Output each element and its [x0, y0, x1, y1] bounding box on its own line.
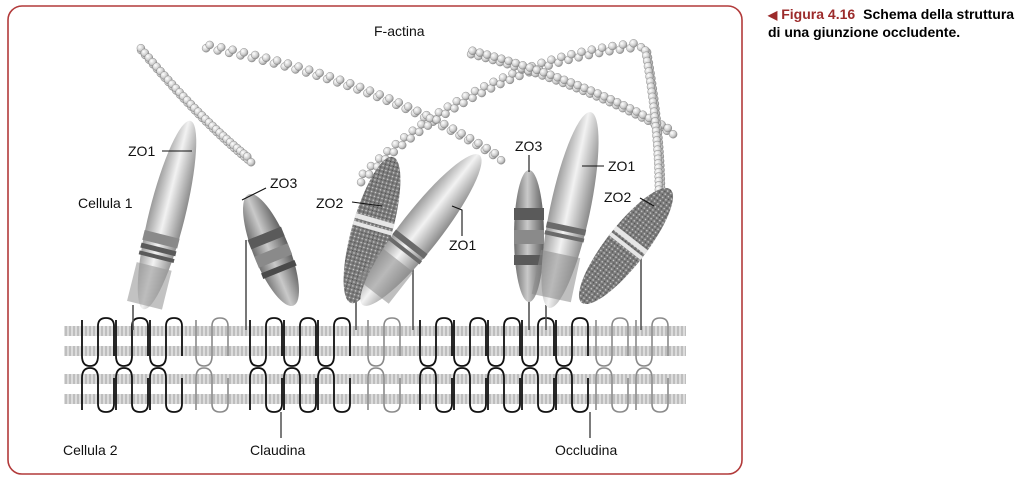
label-zo1-a: ZO1 [128, 143, 156, 159]
label-f-actina: F-actina [374, 23, 425, 39]
label-zo2-a: ZO2 [316, 195, 344, 211]
membrane-cell2-inner [64, 374, 686, 384]
label-occludina: Occludina [555, 442, 618, 458]
label-zo3-b: ZO3 [515, 138, 543, 154]
label-zo1-c: ZO1 [608, 158, 636, 174]
caption-figure-number: Figura 4.16 [781, 6, 856, 22]
zo3-protein-left [232, 188, 310, 313]
label-zo1-b: ZO1 [449, 237, 477, 253]
label-cellula-2: Cellula 2 [63, 442, 118, 458]
label-cellula-1: Cellula 1 [78, 195, 133, 211]
membrane-cell2-outer [64, 394, 686, 404]
caption-arrow-icon: ◀ [768, 8, 778, 22]
membrane-bilayers [64, 326, 686, 404]
label-zo3-a: ZO3 [270, 175, 298, 191]
label-zo2-b: ZO2 [604, 189, 632, 205]
label-claudina: Claudina [250, 442, 306, 458]
membrane-cell1-inner [64, 346, 686, 356]
membrane-cell1-outer [64, 326, 686, 336]
caption-title: Schema della struttura di una giunzione occludente. [768, 6, 1015, 40]
figure-caption [768, 6, 1018, 41]
